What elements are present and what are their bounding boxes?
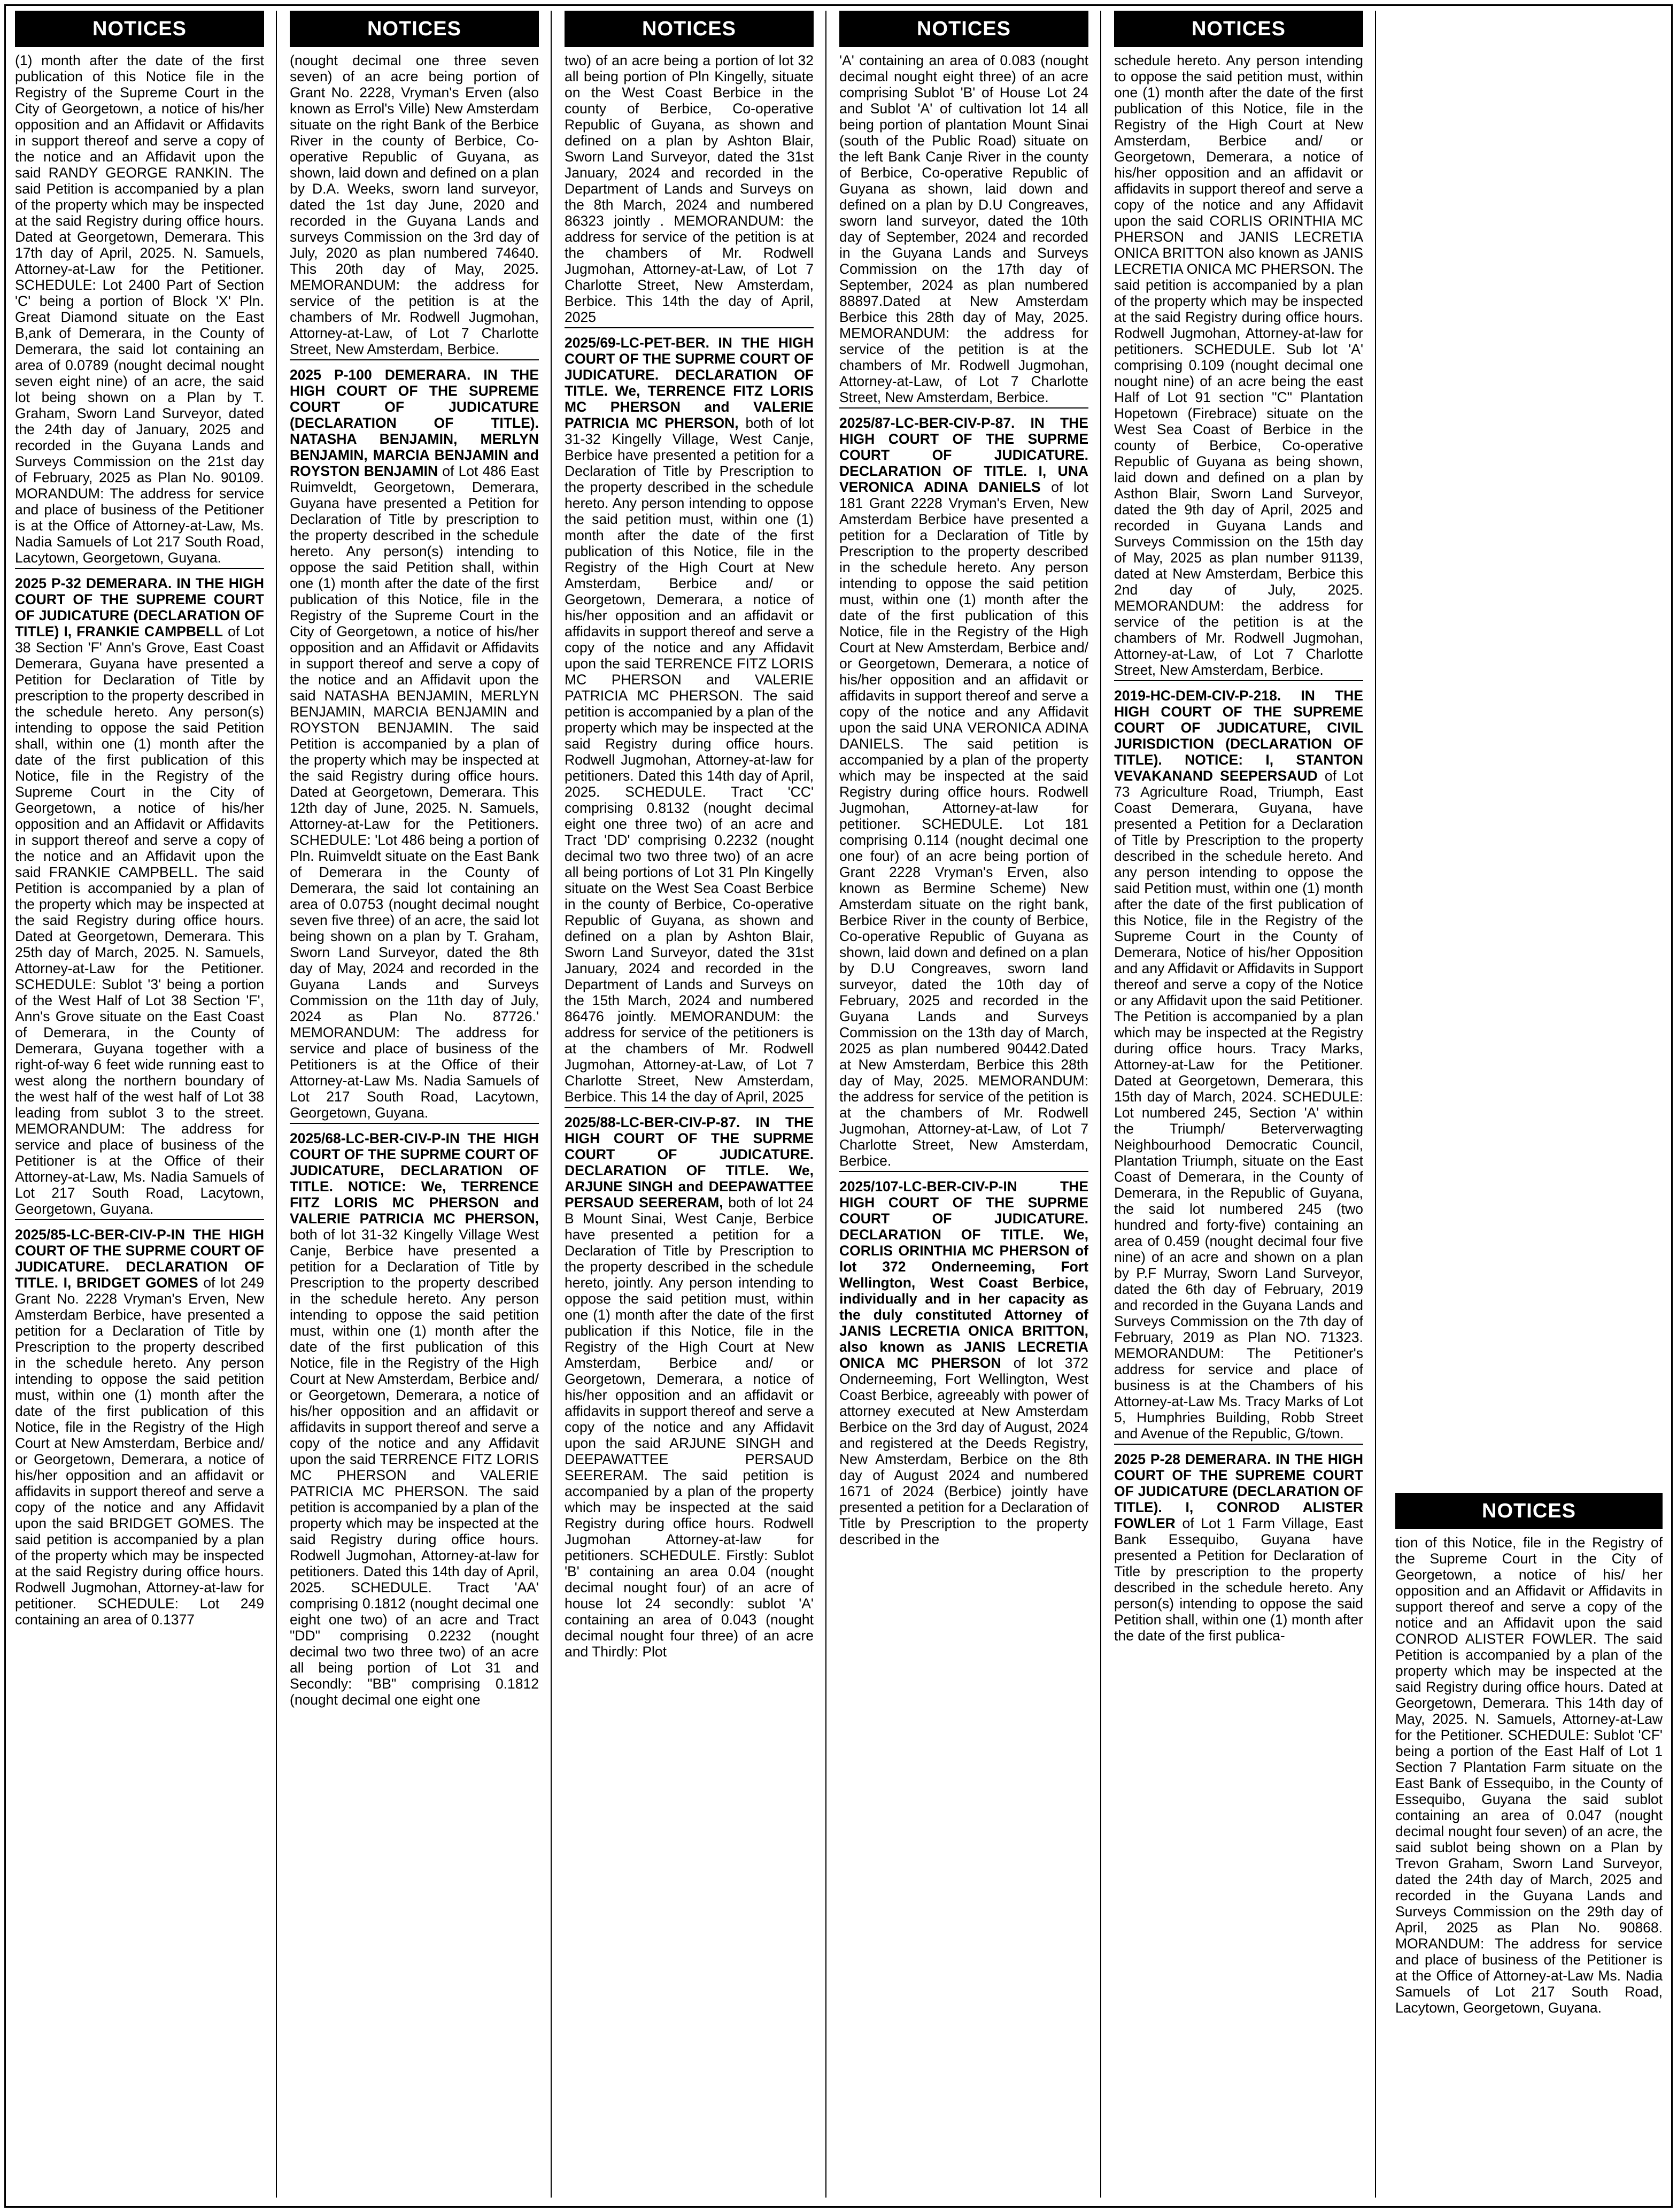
column-divider xyxy=(1375,11,1376,2198)
notice-text: both of lot 24 B Mount Sinai, West Canje, Berbice have presented a petition for a Declaration of Title by Prescription to the property described in the schedule hereto, jointly. Any person intending to oppose the said petition must, within one (1) month after the date of the first publication if this Notice, file in the Registry of the High Court at New Amsterdam, Berbice and/ or Georgetown, Demerara, a notice of his/her opposition and an affidavit or affidavits in support thereof and serve a copy of the notice and any Affidavit upon the said ARJUNE SINGH and DEEPAWATTEE PERSAUD SEERERAM. The said petition is accompanied by a plan of the property which may be inspected at the said Registry during office hours. Rodwell Jugmohan Attorney-at-law for petitioners. SCHEDULE. Firstly: Sublot 'B' containing an area 0.04 (nought decimal nought four) of an acre of house lot 24 secondly: sublot 'A' containing an area of 0.043 (nought decimal nought four three) of an acre and Thirdly: Plot xyxy=(565,1194,814,1660)
notice-text: both of lot 31-32 Kingelly Village West Canje, Berbice have presented a petition for a Declaration of Title by Prescription to the property described in the schedule hereto. Any person intending to oppose the said petition must, within one (1) month after the date of the first publication of this Notice, file in the Registry of the High Court at New Amsterdam, Berbice and/ or Georgetown, Demerara, a notice of his/her opposition and an affidavit or affidavits in support thereof and serve a copy of the notice and any Affidavit upon the said TERRENCE FITZ LORIS MC PHERSON and VALERIE PATRICIA MC PHERSON. The said petition is accompanied by a plan of the property which may be inspected at the said Registry during office hours. Rodwell Jugmohan, Attorney-at-law for petitioners. Dated this 14th day of April, 2025. SCHEDULE. Tract 'AA' comprising 0.1812 (nought decimal one eight one two) of an acre and Tract "DD" comprising 0.2232 (nought decimal two two three two) of an acre all being portion of Lot 31 and Secondly: "BB" comprising 0.1812 (nought decimal one eight one xyxy=(290,1227,539,1708)
notice-title: 2019-HC-DEM-CIV-P-218. IN THE HIGH COURT OF THE SUPREME COURT OF JUDICATURE, CIVIL JURISDICTION (DECLARATION OF TITLE). NOTICE: I, STANTON VEVAKANAND SEEPERSAUD xyxy=(1114,688,1363,784)
column-divider xyxy=(276,11,277,2198)
notice-column-6 xyxy=(1395,1493,1663,2198)
notice-title: 2025/87-LC-BER-CIV-P-87. IN THE HIGH COURT OF THE SUPRME COURT OF JUDICATURE. DECLARATION OF TITLE. I, UNA VERONICA ADINA DANIELS xyxy=(839,415,1088,495)
notice-column-4 xyxy=(839,11,1088,2198)
notice-text: two) of an acre being a portion of lot 32 all being portion of Pln Kingelly, situate on the West Coast Berbice in the county of Berbice, Co-operative Republic of Guyana, as shown and defined on a plan by Ashton Blair, Sworn Land Surveyor, dated the 31st January, 2024 and recorded in the Department of Lands and Surveys on the 8th March, 2024 and numbered 86323 jointly . MEMORANDUM: the address for service of the petition is at the chambers of Mr. Rodwell Jugmohan, Attorney-at-Law, of Lot 7 Charlotte Street, New Amsterdam, Berbice. This 14th the day of April, 2025 xyxy=(565,52,814,325)
notice xyxy=(290,367,539,1124)
notices-header: NOTICES xyxy=(565,11,814,47)
notice-title: 2025 P-32 DEMERARA. IN THE HIGH COURT OF THE SUPREME COURT OF JUDICATURE (DECLARATION OF TITLE) I, FRANKIE CAMPBELL xyxy=(15,575,264,639)
notices-header: NOTICES xyxy=(1395,1493,1663,1529)
notice-text: of Lot 38 Section 'F' Ann's Grove, East Coast Demerara, Guyana have presented a Petition for Declaration of Title by prescription to the property described in the schedule hereto. Any person(s) intending to oppose the said Petition shall, within one (1) month after the date of the first publication of this Notice, file in the Registry of the Supreme Court in the City of Georgetown, a notice of his/her opposition and an Affidavit or Affidavits in support thereof and serve a copy of the notice and an Affidavit upon the said FRANKIE CAMPBELL. The said Petition is accompanied by a plan of the property which may be inspected at the said Registry during office hours. Dated at Georgetown, Demerara. This 25th day of March, 2025. N. Samuels, Attorney-at-Law for the Petitioner. SCHEDULE: Sublot '3' being a portion of the West Half of Lot 38 Section 'F', Ann's Grove situate on the East Coast of Demerara, in the County of Demerara, Guyana together with a right-of-way 6 feet wide running east to west along the northern boundary of the west half of the west half of Lot 38 leading from sublot 3 to the street. MEMORANDUM: The address for service and place of business of the Petitioner is at the Office of their Attorney-at-Law, Ms. Nadia Samuels of Lot 217 South Road, Lacytown, Georgetown, Guyana. xyxy=(15,623,264,1217)
notice-text: tion of this Notice, file in the Registry of the Supreme Court in the City of Georgetown, a notice of his/ her opposition and an Affidavit or Affidavits in support thereof and serve a copy of the notice and an Affidavit upon the said CONROD ALISTER FOWLER. The said Petition is accompanied by a plan of the property which may be inspected at the said Registry during office hours. Dated at Georgetown, Demerara. This 14th day of May, 2025. N. Samuels, Attorney-at-Law for the Petitioner. SCHEDULE: Sublot 'CF' being a portion of the East Half of Lot 1 Section 7 Plantation Farm situate on the East Bank of Essequibo, in the County of Essequibo, Guyana the said sublot containing an area of 0.047 (nought decimal nought four seven) of an acre, the said sublot being shown on a Plan by Trevon Graham, Sworn Land Surveyor, dated the 24th day of March, 2025 and recorded in the Guyana Lands and Surveys Commission on the 29th day of April, 2025 as Plan No. 90868. MORANDUM: The address for service and place of business of the Petitioner is at the Office of Attorney-at-Law Ms. Nadia Samuels of Lot 217 South Road, Lacytown, Georgetown, Guyana. xyxy=(1395,1535,1663,2016)
notice-title: 2025/69-LC-PET-BER. IN THE HIGH COURT OF THE SUPRME COURT OF JUDICATURE. DECLARATION OF TITLE. We, TERRENCE FITZ LORIS MC PHERSON and VALERIE PATRICIA MC PHERSON, xyxy=(565,335,814,431)
notice xyxy=(839,415,1088,1172)
notice-text: of lot 249 Grant No. 2228 Vryman's Erven, New Amsterdam Berbice, have presented a petition for a Declaration of Title by Prescription to the property described in the schedule hereto. Any person intending to oppose the said petition must, within one (1) month after the date of the first publication of this Notice, file in the Registry of the High Court at New Amsterdam, Berbice and/ or Georgetown, Demerara, a notice of his/her opposition and an affidavit or affidavits in support thereof and serve a copy of the notice and any Affidavit upon the said BRIDGET GOMES. The said petition is accompanied by a plan of the property which may be inspected at the said Registry during office hours. Rodwell Jugmohan, Attorney-at-law for petitioner. SCHEDULE: Lot 249 containing an area of 0.1377 xyxy=(15,1275,264,1628)
column-body xyxy=(1114,52,1363,1646)
notice-text: of lot 372 Onderneeming, Fort Wellington, West Coast Berbice, agreeably with power of attorney executed at New Amsterdam Berbice on the 3rd day of August, 2024 and registered at the Deeds Registry, New Amsterdam, Berbice on the 8th day of August 2024 and numbered 1671 of 2024 (Berbice) jointly have presented a petition for a Declaration of Title by Prescription to the property described in the xyxy=(839,1355,1088,1547)
notice-title: 2025/88-LC-BER-CIV-P-87. IN THE HIGH COURT OF THE SUPRME COURT OF JUDICATURE. DECLARATION OF TITLE. We, ARJUNE SINGH and DEEPAWATTEE PERSAUD SEERERAM, xyxy=(565,1114,814,1211)
notice-text: 'A' containing an area of 0.083 (nought decimal nought eight three) of an acre comprising Sublot 'B' of House Lot 24 and Sublot 'A' of cultivation lot 14 all being portion of plantation Mount Sinai (south of the Public Road) situate on the left Bank Canje River in the county of Berbice, Co-operative Republic of Guyana as shown, laid down and defined on a plan by D.U Congreaves, sworn land surveyor, dated the 10th day of September, 2024 and recorded in the Guyana Lands and Surveys Commission on the 17th day of September, 2024 as plan numbered 88897.Dated at New Amsterdam Berbice this 28th day of May, 2025. MEMORANDUM: the address for service of the petition is at the chambers of Mr. Rodwell Jugmohan, Attorney-at-Law, of Lot 7 Charlotte Street, New Amsterdam, Berbice. xyxy=(839,52,1088,405)
notice xyxy=(1114,688,1363,1445)
column-divider xyxy=(551,11,552,2198)
notice xyxy=(565,1114,814,1662)
continued-notice xyxy=(839,52,1088,409)
notice-column-5 xyxy=(1114,11,1363,2198)
notice-column-2 xyxy=(290,11,539,2198)
column-divider xyxy=(825,11,826,2198)
notice-text: of lot 181 Grant 2228 Vryman's Erven, New Amsterdam Berbice have presented a petition for a Declaration of Title by Prescription to the property described in the schedule hereto. Any person intending to oppose the said petition must, within one (1) month after the date of the first publication of this Notice, file in the Registry of the High Court at New Amsterdam, Berbice and/ or Georgetown, Demerara, a notice of his/her opposition and an affidavit or affidavits in support thereof and serve a copy of the notice and any Affidavit upon the said UNA VERONICA ADINA DANIELS. The said petition is accompanied by a plan of the property which may be inspected at the said Registry during office hours. Rodwell Jugmohan, Attorney-at-law for petitioner. SCHEDULE. Lot 181 comprising 0.114 (nought decimal one one four) of an acre being portion of Grant 2228 Vryman's Erven, also known as Bermine Scheme) New Amsterdam situate on the right bank, Berbice River in the county of Berbice, Co-operative Republic of Guyana as shown, laid down and defined on a plan by D.U Congreaves, sworn land surveyor, dated the 10th day of February, 2025 and recorded in the Guyana Lands and Surveys Commission on the 13th day of March, 2025 as plan numbered 90442.Dated at New Amsterdam, Berbice this 28th day of May, 2025. MEMORANDUM: the address for service of the petition is at the chambers of Mr. Rodwell Jugmohan, Attorney-at-Law, of Lot 7 Charlotte Street, New Amsterdam, Berbice. xyxy=(839,479,1088,1169)
notice xyxy=(565,335,814,1108)
notice-text: of Lot 73 Agriculture Road, Triumph, East Coast Demerara, Guyana, have presented a Petition for a Declaration of Title by Prescription to the property described in the schedule hereto. And any person intending to oppose the said Petition must, within one (1) month after the date of the first publication of this Notice, file in the Registry of the Supreme Court in the County of Demerara, Notice of his/her Opposition and any Affidavit or Affidavits in Support thereof and serve a copy of the Notice or any Affidavit upon the said Petitioner. The Petition is accompanied by a plan which may be inspected at the Registry during office hours. Tracy Marks, Attorney-at-Law for the Petitioner. Dated at Georgetown, Demerara, this 15th day of March, 2024. SCHEDULE: Lot numbered 245, Section 'A' within the Triumph/ Beterverwagting Neighbourhood Democratic Council, Plantation Triumph, situate on the East Coast of Demerara, in the County of Demerara, in the Republic of Guyana, the said lot numbered 245 (two hundred and forty-five) containing an area of 0.459 (nought decimal four five nine) of an acre and shown on a plan by P.F Murray, Sworn Land Surveyor, dated the 6th day of February, 2019 and recorded in the Guyana Lands and Surveys Commission on the 7th day of February, 2019 as Plan NO. 71323. MEMORANDUM: The Petitioner's address for service and place of business is at the Chambers of his Attorney-at-Law Ms. Tracy Marks of Lot 5, Humphries Building, Robb Street and Avenue of the Republic, G/town. xyxy=(1114,768,1363,1442)
notice-column-3 xyxy=(565,11,814,2198)
notice-title: 2025/68-LC-BER-CIV-P-IN THE HIGH COURT OF THE SUPRME COURT OF JUDICATURE, DECLARATION OF TITLE. NOTICE: We, TERRENCE FITZ LORIS MC PHERSON and VALERIE PATRICIA MC PHERSON, xyxy=(290,1130,539,1227)
column-body xyxy=(290,52,539,1710)
notice-title: 2025/107-LC-BER-CIV-P-IN THE HIGH COURT OF THE SUPRME COURT OF JUDICATURE. DECLARATION OF TITLE. We, CORLIS ORINTHIA MC PHERSON of lot 372 Onderneeming, Fort Wellington, West Coast Berbice, individually and in her capacity as the duly constituted Attorney of JANIS LECRETIA ONICA BRITTON, also known as JANIS LECRETIA ONICA MC PHERSON xyxy=(839,1178,1088,1371)
continued-notice xyxy=(290,52,539,360)
notices-header: NOTICES xyxy=(839,11,1088,47)
notice-text: schedule hereto. Any person intending to oppose the said petition must, within one (1) month after the date of the first publication of this Notice, file in the Registry of the High Court at New Amsterdam, Berbice and/ or Georgetown, Demerara, a notice of his/her opposition and an affidavit or affidavits in support thereof and serve a copy of the notice and any Affidavit upon the said CORLIS ORINTHIA MC PHERSON and JANIS LECRETIA ONICA BRITTON also known as JANIS LECRETIA ONICA MC PHERSON. The said petition is accompanied by a plan of the property which may be inspected at the said Registry during office hours. Rodwell Jugmohan, Attorney-at-law for petitioners. SCHEDULE. Sub lot 'A' comprising 0.109 (nought decimal one nought nine) of an acre being the east Half of Lot 91 section "C" Plantation Hopetown (Firebrace) situate on the West Sea Coast of Berbice in the county of Berbice, Co-operative Republic of Guyana as being shown, laid down and defined on a plan by Asthon Blair, Sworn Land Surveyor, dated the 9th day of April, 2025 and recorded in Guyana Lands and Surveys Commission on the 15th day of May, 2025 as plan number 91139, dated at New Amsterdam, Berbice this 2nd day of July, 2025. MEMORANDUM: the address for service of the petition is at the chambers of Mr. Rodwell Jugmohan, Attorney-at-Law, of Lot 7 Charlotte Street, New Amsterdam, Berbice. xyxy=(1114,52,1363,678)
column-body xyxy=(565,52,814,1662)
notices-header: NOTICES xyxy=(15,11,264,47)
notice xyxy=(839,1178,1088,1550)
notice-title: 2025/85-LC-BER-CIV-P-IN THE HIGH COURT OF THE SUPRME COURT OF JUDICATURE. DECLARATION OF TITLE. I, BRIDGET GOMES xyxy=(15,1227,264,1291)
notice-title: 2025 P-28 DEMERARA. IN THE HIGH COURT OF THE SUPREME COURT OF JUDICATURE (DECLARATION OF TITLE). I, CONROD ALISTER FOWLER xyxy=(1114,1451,1363,1531)
notice xyxy=(1114,1451,1363,1646)
notice-text: of Lot 486 East Ruimveldt, Georgetown, Demerara, Guyana have presented a Petition for Declaration of Title by prescription to the property described in the schedule hereto. Any person(s) intending to oppose the said Petition shall, within one (1) month after the date of the first publication of this Notice, file in the Registry of the Supreme Court in the City of Georgetown, a notice of his/her opposition and an Affidavit or Affidavits in support thereof and serve a copy of the notice and an Affidavit upon the said NATASHA BENJAMIN, MERLYN BENJAMIN, MARCIA BENJAMIN and ROYSTON BENJAMIN. The said Petition is accompanied by a plan of the property which may be inspected at the said Registry during office hours. Dated at Georgetown, Demerara. This 12th day of June, 2025. N. Samuels, Attorney-at-Law for the Petitioners. SCHEDULE: 'Lot 486 being a portion of Pln. Ruimveldt situate on the East Bank of Demerara in the County of Demerara, the said lot containing an area of 0.0753 (nought decimal nought seven five three) of an acre, the said lot being shown on a plan by T. Graham, Sworn Land Surveyor, dated the 8th day of May, 2024 and recorded in the Guyana Lands and Surveys Commission on the 11th day of July, 2024 as Plan No. 87726.' MEMORANDUM: The address for service and place of business of the Petitioners is at the Office of their Attorney-at-Law Ms. Nadia Samuels of Lot 217 South Road, Lacytown, Georgetown, Guyana. xyxy=(290,463,539,1121)
notices-header: NOTICES xyxy=(290,11,539,47)
notice xyxy=(15,1227,264,1630)
notice xyxy=(290,1130,539,1710)
column-body xyxy=(839,52,1088,1550)
notice-text: (nought decimal one three seven seven) of an acre being portion of Grant No. 2228, Vryman's Erven (also known as Errol's Ville) New Amsterdam situate on the right Bank of the Berbice River in the county of Berbice, Co-operative Republic of Guyana, as shown, laid down and defined on a plan by D.A. Weeks, sworn land surveyor, dated the 1st day June, 2020 and recorded in the Guyana Lands and surveys Commission on the 3rd day of July, 2020 as plan numbered 74640. This 20th day of May, 2025. MEMORANDUM: the address for service of the petition is at the chambers of Mr. Rodwell Jugmohan, Attorney-at-Law, of Lot 7 Charlotte Street, New Amsterdam, Berbice. xyxy=(290,52,539,357)
notice-text: of Lot 1 Farm Village, East Bank Essequibo, Guyana have presented a Petition for Declaration of Title by prescription to the property described in the schedule hereto. Any person(s) intending to oppose the said Petition shall, within one (1) month after the date of the first publica- xyxy=(1114,1515,1363,1644)
continued-notice xyxy=(15,52,264,569)
notice-column-1 xyxy=(15,11,264,2198)
column-body xyxy=(1395,1535,1663,2018)
continued-notice xyxy=(1114,52,1363,681)
continued-notice xyxy=(565,52,814,328)
column-divider xyxy=(1100,11,1101,2198)
continued-notice xyxy=(1395,1535,1663,2018)
notice-text: (1) month after the date of the first publication of this Notice file in the Registry of the Supreme Court in the City of Georgetown, a notice of his/her opposition and an Affidavit or Affidavits in support thereof and serve a copy of the notice and an Affidavit upon the said RANDY GEORGE RANKIN. The said Petition is accompanied by a plan of the property which may be inspected at the said Registry during office hours. Dated at Georgetown, Demerara. This 17th day of April, 2025. N. Samuels, Attorney-at-Law for the Petitioner. SCHEDULE: Lot 2400 Part of Section 'C' being a portion of Block 'X' Pln. Great Diamond situate on the East B,ank of Demerara, in the County of Demerara, the said lot containing an area of 0.0789 (nought decimal nought seven eight nine) of an acre, the said lot being shown on a Plan by T. Graham, Sworn Land Surveyor, dated the 24th day of January, 2025 and recorded in the Guyana Lands and Surveys Commission on the 21st day of February, 2025 as Plan No. 90109. MORANDUM: The address for service and place of business of the Petitioner is at the Office of Attorney-at-Law, Ms. Nadia Samuels of Lot 217 South Road, Lacytown, Georgetown, Guyana. xyxy=(15,52,264,566)
column-body xyxy=(15,52,264,1630)
notice-title: 2025 P-100 DEMERARA. IN THE HIGH COURT OF THE SUPREME COURT OF JUDICATURE (DECLARATION OF TITLE). NATASHA BENJAMIN, MERLYN BENJAMIN, MARCIA BENJAMIN and ROYSTON BENJAMIN xyxy=(290,367,539,479)
notices-header: NOTICES xyxy=(1114,11,1363,47)
notice-text: both of lot 31-32 Kingelly Village, West Canje, Berbice have presented a petition for a Declaration of Title by Prescription to the property described in the schedule hereto. Any person intending to oppose the said petition must, within one (1) month after the date of the first publication of this Notice, file in the Registry of the High Court at New Amsterdam, Berbice and/ or Georgetown, Demerara, a notice of his/her opposition and an affidavit or affidavits in support thereof and serve a copy of the notice and any Affidavit upon the said TERRENCE FITZ LORIS MC PHERSON and VALERIE PATRICIA MC PHERSON. The said petition is accompanied by a plan of the property which may be inspected at the said Registry during office hours. Rodwell Jugmohan, Attorney-at-law for petitioners. Dated this 14th day of April, 2025. SCHEDULE. Tract 'CC' comprising 0.8132 (nought decimal eight one three two) of an acre and Tract 'DD' comprising 0.2232 (nought decimal two two three two) of an acre all being portions of Lot 31 Pln Kingelly situate on the West Sea Coast Berbice in the county of Berbice, Co-operative Republic of Guyana, as shown and defined on a plan by Ashton Blair, Sworn Land Surveyor, dated the 31st January, 2024 and recorded in the Department of Lands and Surveys on the 15th March, 2024 and numbered 86476 jointly. MEMORANDUM: the address for service of the petitioners is at the chambers of Mr. Rodwell Jugmohan, Attorney-at-Law, of Lot 7 Charlotte Street, New Amsterdam, Berbice. This 14 the day of April, 2025 xyxy=(565,415,814,1105)
notice xyxy=(15,575,264,1220)
